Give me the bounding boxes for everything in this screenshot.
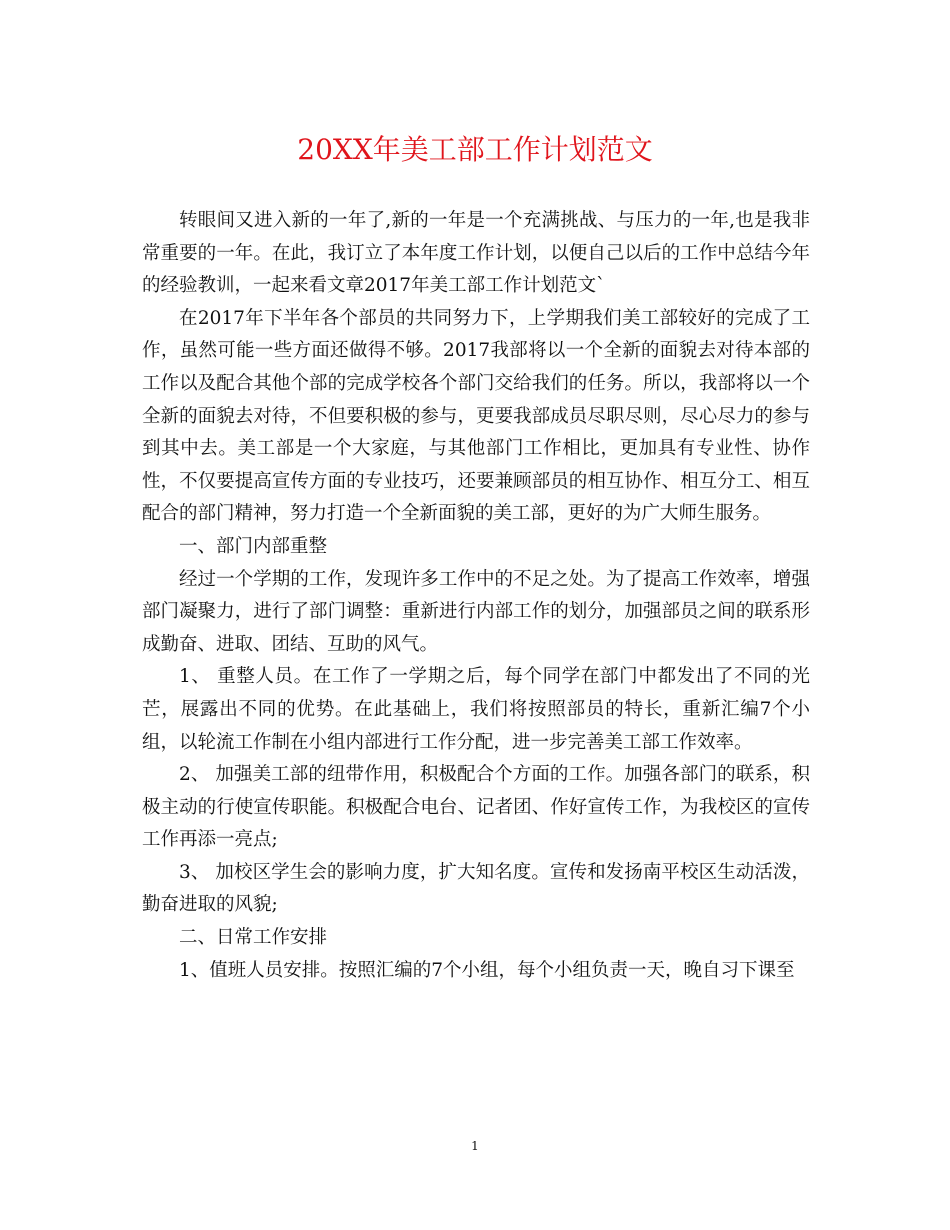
list-item-duty: 1、值班人员安排。按照汇编的7个小组，每个小组负责一天，晚自习下课至 bbox=[179, 959, 795, 981]
paragraph-restructure: 经过一个学期的工作，发现许多工作中的不足之处。为了提高工作效率，增强部门凝聚力，进行了部门调整：重新进行内部工作的划分，加强部员之间的联系形成勤奋、进取、团结、互助的风气。 bbox=[142, 568, 810, 655]
document-body bbox=[142, 205, 810, 987]
list-item-1: 1、 重整人员。在工作了一学期之后，每个同学在部门中都发出了不同的光芒，展露出不同的优势。在此基础上，我们将按照部员的特长，重新汇编7个小组，以轮流工作制在小组内部进行工作分配，进一步完善美工部工作效率。 bbox=[142, 666, 810, 753]
section-heading-restructure: 一、部门内部重整 bbox=[179, 535, 328, 557]
list-item-3: 3、 加校区学生会的影响力度，扩大知名度。宣传和发扬南平校区生动活泼，勤奋进取的风貌; bbox=[142, 861, 810, 916]
paragraph-summary: 在2017年下半年各个部员的共同努力下，上学期我们美工部较好的完成了工作，虽然可能一些方面还做得不够。2017我部将以一个全新的面貌去对待本部的工作以及配合其他个部的完成学校各个部门交给我们的任务。所以，我部将以一个全新的面貌去对待，不但要积极的参与，更要我部成员尽职尽则，尽心尽力的参与到其中去。美工部是一个大家庭，与其他部门工作相比，更加具有专业性、协作性，不仅要提高宣传方面的专业技巧，还要兼顾部员的相互协作、相互分工、相互配合的部门精神，努力打造一个全新面貌的美工部，更好的为广大师生服务。 bbox=[142, 307, 810, 525]
document-title: 20XX年美工部工作计划范文 bbox=[297, 133, 653, 166]
paragraph-intro: 转眼间又进入新的一年了,新的一年是一个充满挑战、与压力的一年,也是我非常重要的一年。在此，我订立了本年度工作计划，以便自己以后的工作中总结今年的经验教训，一起来看文章2017年美工部工作计划范文` bbox=[142, 210, 810, 297]
page-number: 1 bbox=[471, 1139, 479, 1153]
section-heading-daily-work: 二、日常工作安排 bbox=[179, 927, 328, 949]
list-item-2: 2、 加强美工部的纽带作用，积极配合个方面的工作。加强各部门的联系，积极主动的行使宣传职能。积极配合电台、记者团、作好宣传工作，为我校区的宣传工作再添一亮点; bbox=[142, 764, 810, 851]
